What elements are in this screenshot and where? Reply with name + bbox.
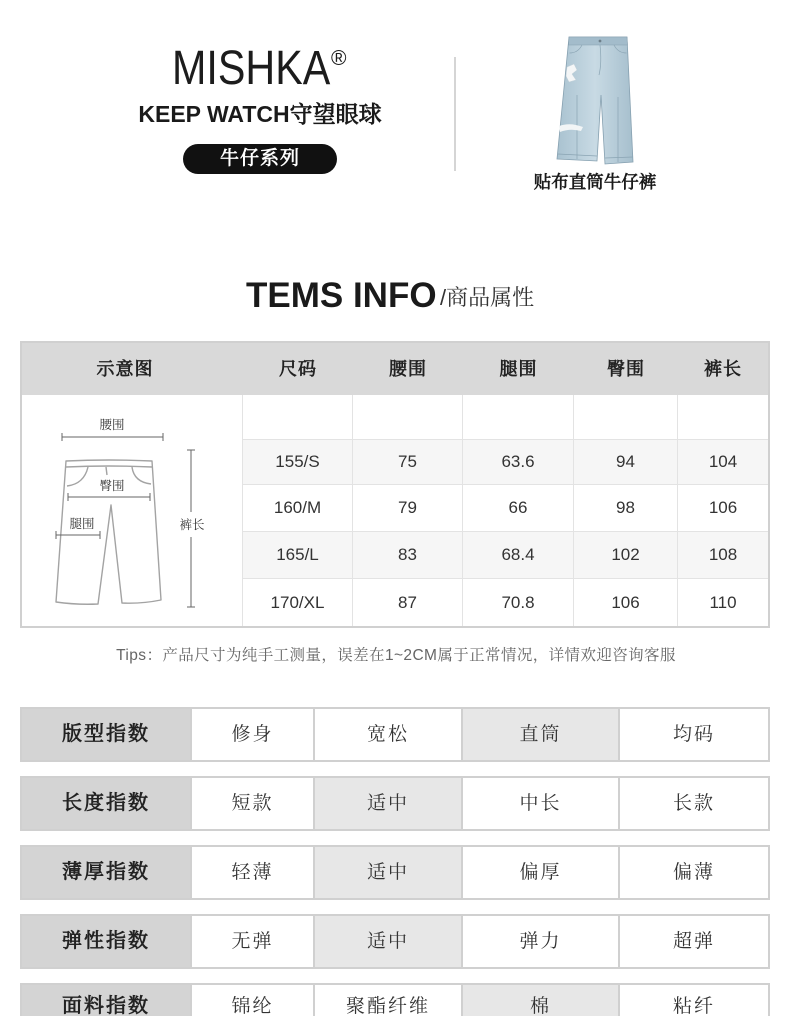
index-option: 弹力: [461, 916, 618, 967]
brand-logo: MISHKA: [172, 42, 331, 95]
section-subtitle: /商品属性: [440, 285, 535, 310]
header-diagram: 示意图: [96, 359, 154, 379]
cell-length: 106: [678, 485, 768, 532]
header-length: 裤长: [704, 359, 742, 379]
table-cell-empty: [243, 395, 353, 440]
index-label: 弹性指数: [22, 916, 190, 967]
table-row-empty: [243, 395, 768, 440]
index-option: 长款: [618, 778, 768, 829]
section-title: TEMS INFO: [246, 276, 437, 315]
header-size: 尺码: [279, 359, 317, 379]
pants-diagram-drawing: [22, 395, 243, 626]
index-row-fit: [20, 707, 770, 762]
cell-length: 104: [678, 440, 768, 485]
table-row: [243, 579, 768, 626]
table-cell-empty: [353, 395, 463, 440]
jeans-waistband: [569, 37, 628, 45]
cell-waist: 75: [353, 440, 463, 485]
cell-size: 165/L: [243, 532, 353, 579]
index-option: 锦纶: [190, 985, 313, 1016]
diagram-label-waist: 腰围: [99, 418, 125, 432]
index-option: 修身: [190, 709, 313, 760]
pants-diagram: [22, 395, 243, 626]
index-option: 适中: [313, 916, 461, 967]
waist-measure-line: [62, 433, 163, 441]
index-option: 偏厚: [461, 847, 618, 898]
table-row: [243, 485, 768, 532]
cell-waist: 87: [353, 579, 463, 626]
index-label: 版型指数: [22, 709, 190, 760]
index-row-thickness: [20, 845, 770, 900]
index-option: 中长: [461, 778, 618, 829]
registered-mark-icon: ®: [331, 47, 347, 70]
cell-hip: 94: [574, 440, 678, 485]
cell-length: 108: [678, 532, 768, 579]
hip-measure-line: [68, 493, 150, 501]
diagram-label-length: 裤长: [179, 518, 205, 532]
index-label: 长度指数: [22, 778, 190, 829]
index-label: 薄厚指数: [22, 847, 190, 898]
table-row: [243, 440, 768, 485]
index-option: 偏薄: [618, 847, 768, 898]
table-cell-empty: [463, 395, 574, 440]
index-row-elasticity: [20, 914, 770, 969]
size-table: [20, 341, 770, 628]
cell-hip: 106: [574, 579, 678, 626]
index-row-fabric: [20, 983, 770, 1016]
cell-size: 170/XL: [243, 579, 353, 626]
size-table-header: [22, 343, 768, 395]
cell-size: 155/S: [243, 440, 353, 485]
index-option: 超弹: [618, 916, 768, 967]
cell-hip: 102: [574, 532, 678, 579]
measurement-tips: Tips：产品尺寸为纯手工测量，误差在1~2CM属于正常情况，详情欢迎咨询客服: [116, 647, 676, 664]
table-cell-empty: [678, 395, 768, 440]
index-label: 面料指数: [22, 985, 190, 1016]
index-option: 均码: [618, 709, 768, 760]
cell-leg: 63.6: [463, 440, 574, 485]
cell-leg: 66: [463, 485, 574, 532]
diagram-label-leg: 腿围: [69, 517, 95, 531]
index-option: 适中: [313, 778, 461, 829]
index-option: 宽松: [313, 709, 461, 760]
brand-slogan: KEEP WATCH守望眼球: [138, 101, 382, 127]
header-waist: 腰围: [389, 359, 427, 379]
size-table-data: [243, 395, 768, 626]
cell-waist: 79: [353, 485, 463, 532]
header-leg: 腿围: [499, 359, 538, 379]
cell-size: 160/M: [243, 485, 353, 532]
cell-leg: 70.8: [463, 579, 574, 626]
cell-leg: 68.4: [463, 532, 574, 579]
leg-measure-line: [56, 531, 100, 539]
diagram-label-hip: 臀围: [99, 479, 125, 493]
header-hip: 臀围: [607, 359, 645, 379]
index-option: 适中: [313, 847, 461, 898]
series-badge: 牛仔系列: [183, 144, 337, 174]
cell-hip: 98: [574, 485, 678, 532]
index-option: 直筒: [461, 709, 618, 760]
size-table-body: [22, 395, 768, 626]
jeans-body: [557, 37, 633, 164]
index-option: 无弹: [190, 916, 313, 967]
jeans-product-image: [550, 33, 640, 171]
header-divider: [454, 57, 456, 171]
index-option: 棉: [461, 985, 618, 1016]
cell-length: 110: [709, 593, 737, 612]
index-option: 粘纤: [618, 985, 768, 1016]
index-option: 短款: [190, 778, 313, 829]
table-cell-empty: [574, 395, 678, 440]
index-option: 轻薄: [190, 847, 313, 898]
cell-waist: 83: [353, 532, 463, 579]
product-name: 贴布直筒牛仔裤: [533, 172, 657, 192]
index-option: 聚酯纤维: [313, 985, 461, 1016]
jeans-button: [599, 40, 602, 43]
table-row: [243, 532, 768, 579]
index-row-length: [20, 776, 770, 831]
